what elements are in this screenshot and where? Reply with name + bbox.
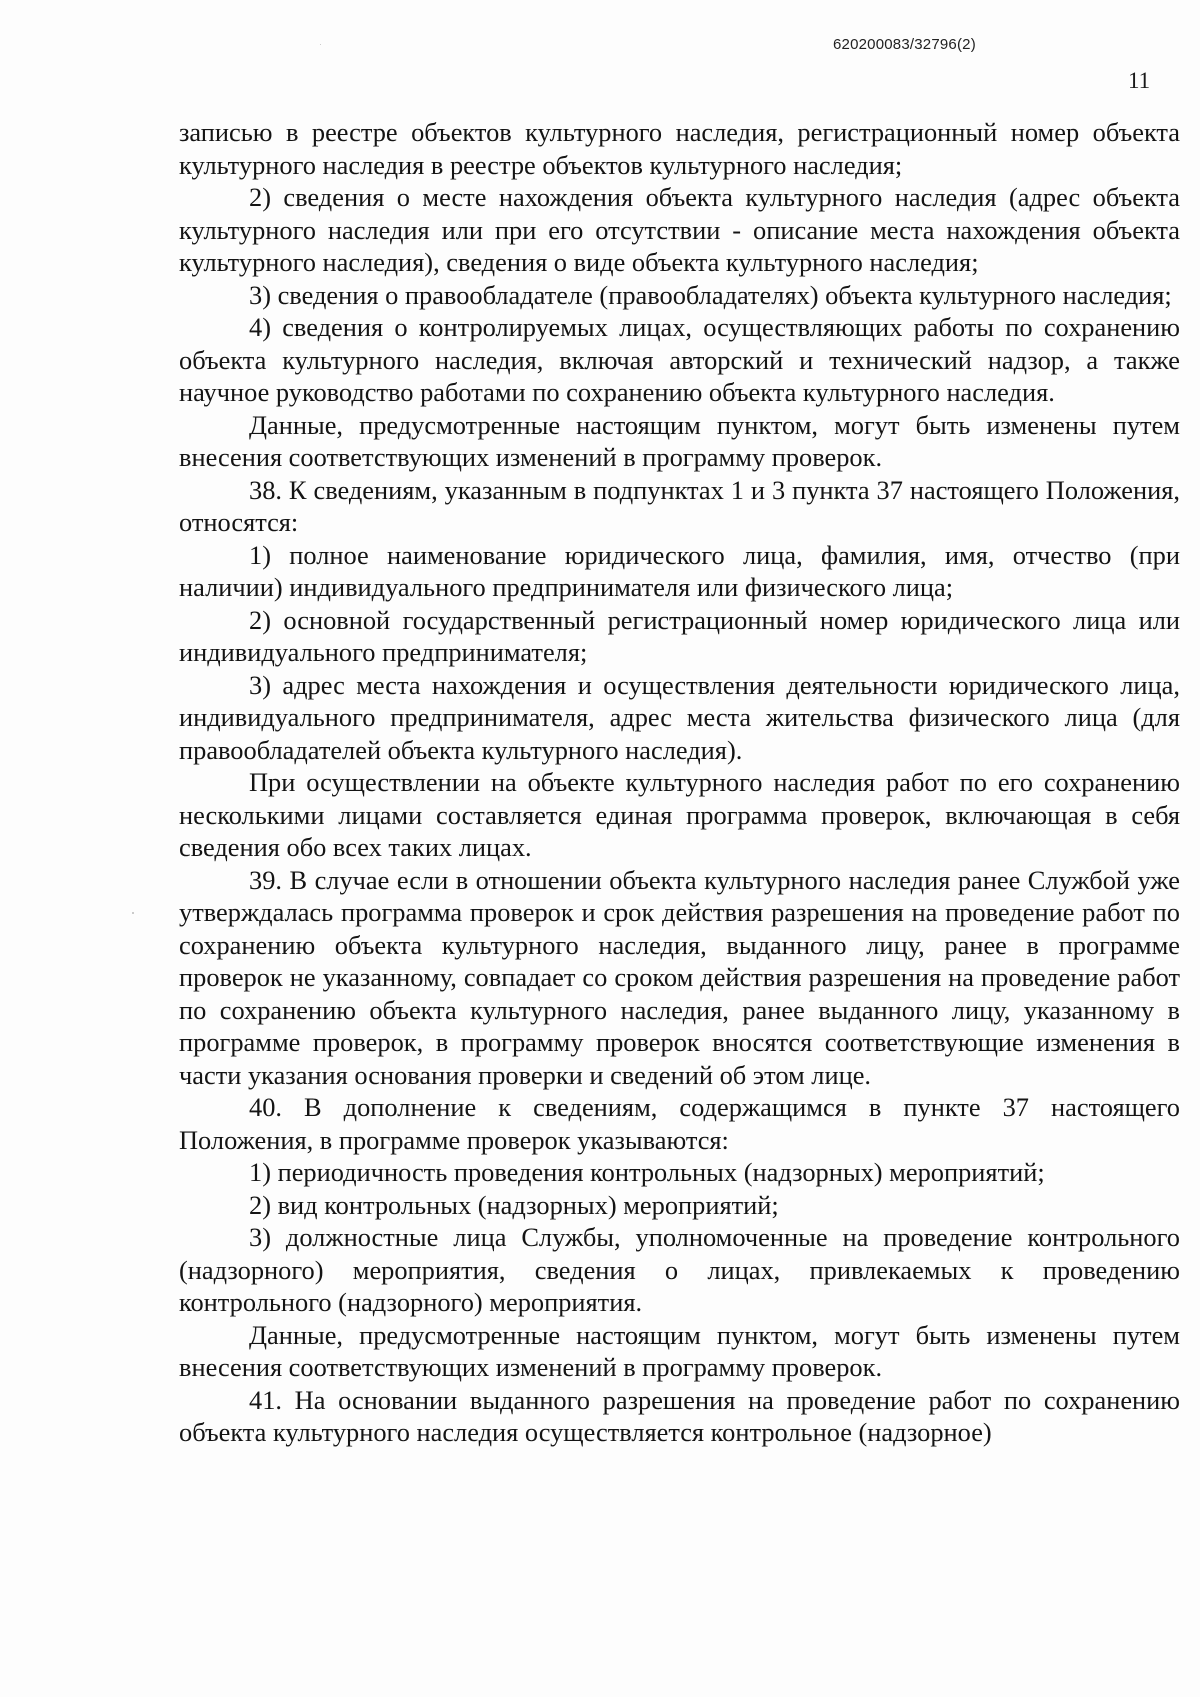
paragraph: При осуществлении на объекте культурного наследия работ по его сохранению несколькими лицами составляется единая программа проверок, включающая в себя сведения обо всех таких лицах. <box>179 767 1180 862</box>
paragraph: 2) сведения о месте нахождения объекта культурного наследия (адрес объекта культурного наследия или при его отсутствии - описание места нахождения объекта культурного наследия), сведения о виде объекта культурного наследия; <box>179 182 1180 277</box>
paragraph: 4) сведения о контролируемых лицах, осуществляющих работы по сохранению объекта культурного наследия, включая авторский и технический надзор, а также научное руководство работами по сохранению объекта культурного наследия. <box>179 312 1180 407</box>
paragraph: 2) основной государственный регистрационный номер юридического лица или индивидуального предпринимателя; <box>179 604 1180 667</box>
paragraph: Данные, предусмотренные настоящим пунктом, могут быть изменены путем внесения соответствующих изменений в программу проверок. <box>179 409 1180 472</box>
paragraph: 2) вид контрольных (надзорных) мероприятий; <box>249 1189 779 1220</box>
paragraph: Данные, предусмотренные настоящим пунктом, могут быть изменены путем внесения соответствующих изменений в программу проверок. <box>179 1319 1180 1382</box>
paragraph: 3) адрес места нахождения и осуществления деятельности юридического лица, индивидуального предпринимателя, адрес места жительства физического лица (для правообладателей объекта культурного наследия). <box>179 669 1180 765</box>
page-number: 11 <box>1128 68 1151 93</box>
paragraph: 38. К сведениям, указанным в подпунктах 1 и 3 пункта 37 настоящего Положения, относятся: <box>179 474 1180 537</box>
scan-speck <box>132 912 134 914</box>
paragraph: 41. На основании выданного разрешения на проведение работ по сохранению объекта культурного наследия осуществляется контрольное (надзорное) <box>179 1384 1180 1447</box>
paragraph: 3) должностные лица Службы, уполномоченные на проведение контрольного (надзорного) мероприятия, сведения о лицах, привлекаемых к проведению контрольного (надзорного) мероприятия. <box>179 1222 1180 1317</box>
paragraph: записью в реестре объектов культурного наследия, регистрационный номер объекта культурного наследия в реестре объектов культурного наследия; <box>179 117 1180 180</box>
paragraph: 1) полное наименование юридического лица, фамилия, имя, отчество (при наличии) индивидуального предпринимателя или физического лица; <box>179 539 1180 602</box>
paragraph: 1) периодичность проведения контрольных (надзорных) мероприятий; <box>249 1157 1045 1187</box>
document-body <box>179 116 1180 1449</box>
document-number: 620200083/32796(2) <box>833 36 976 53</box>
paragraph: 3) сведения о правообладателе (правообладателях) объекта культурного наследия; <box>249 279 1172 310</box>
paragraph: 39. В случае если в отношении объекта культурного наследия ранее Службой уже утверждалась программа проверок и срок действия разрешения на проведение работ по сохранению объекта культурного наследия, выданного лицу, ранее в программе проверок не указанному, совпадает со сроком действия разрешения на проведение работ по сохранению объекта культурного наследия, ранее выданного лицу, указанному в программе проверок, в программу проверок вносятся соответствующие изменения в части указания основания проверки и сведений об этом лице. <box>179 864 1180 1090</box>
paragraph: 40. В дополнение к сведениям, содержащимся в пункте 37 настоящего Положения, в программе проверок указываются: <box>179 1092 1180 1155</box>
scan-speck <box>320 44 321 45</box>
